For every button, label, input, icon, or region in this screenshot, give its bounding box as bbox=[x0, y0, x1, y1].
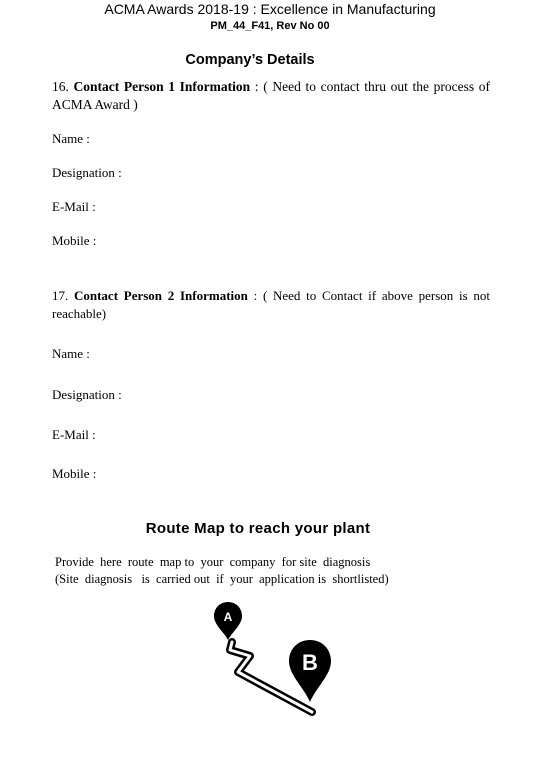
contact-person-2-note: : ( Need to Contact if above person is not reachable) bbox=[52, 288, 490, 321]
contact2-name-field: Name : bbox=[52, 346, 90, 361]
contact1-designation-field: Designation : bbox=[52, 165, 122, 180]
contact2-email-field: E-Mail : bbox=[52, 427, 96, 442]
contact1-mobile-field: Mobile : bbox=[52, 233, 97, 248]
contact2-mobile-field: Mobile : bbox=[52, 466, 97, 481]
pin-a-icon bbox=[214, 602, 242, 640]
route-map-icon bbox=[210, 600, 340, 725]
pin-b-icon bbox=[289, 640, 331, 702]
contact-person-2-heading bbox=[52, 287, 490, 323]
header-title: ACMA Awards 2018-19 : Excellence in Manufacturing bbox=[104, 1, 436, 17]
pin-a-label: A bbox=[223, 610, 233, 624]
section-title: Company’s Details bbox=[185, 52, 315, 68]
contact-person-1-label: Contact Person 1 Information bbox=[73, 79, 251, 94]
contact-person-1-heading bbox=[52, 78, 490, 114]
route-instruction-line-1: Provide here route map to your company for site diagnosis bbox=[55, 555, 371, 569]
route-map-title: Route Map to reach your plant bbox=[145, 520, 371, 537]
item-number: 17. bbox=[52, 288, 69, 303]
item-number: 16. bbox=[52, 79, 69, 94]
contact1-name-field: Name : bbox=[52, 131, 90, 146]
contact-person-2-label: Contact Person 2 Information bbox=[73, 288, 248, 303]
document-reference: PM_44_F41, Rev No 00 bbox=[210, 20, 330, 32]
pin-b-label: B bbox=[302, 650, 318, 675]
contact-person-1-note: : ( Need to contact thru out the process of ACMA Award ) bbox=[52, 79, 490, 112]
contact2-designation-field: Designation : bbox=[52, 387, 122, 402]
route-instruction-line-2: (Site diagnosis is carried out if your application is shortlisted) bbox=[55, 572, 389, 586]
contact1-email-field: E-Mail : bbox=[52, 199, 96, 214]
